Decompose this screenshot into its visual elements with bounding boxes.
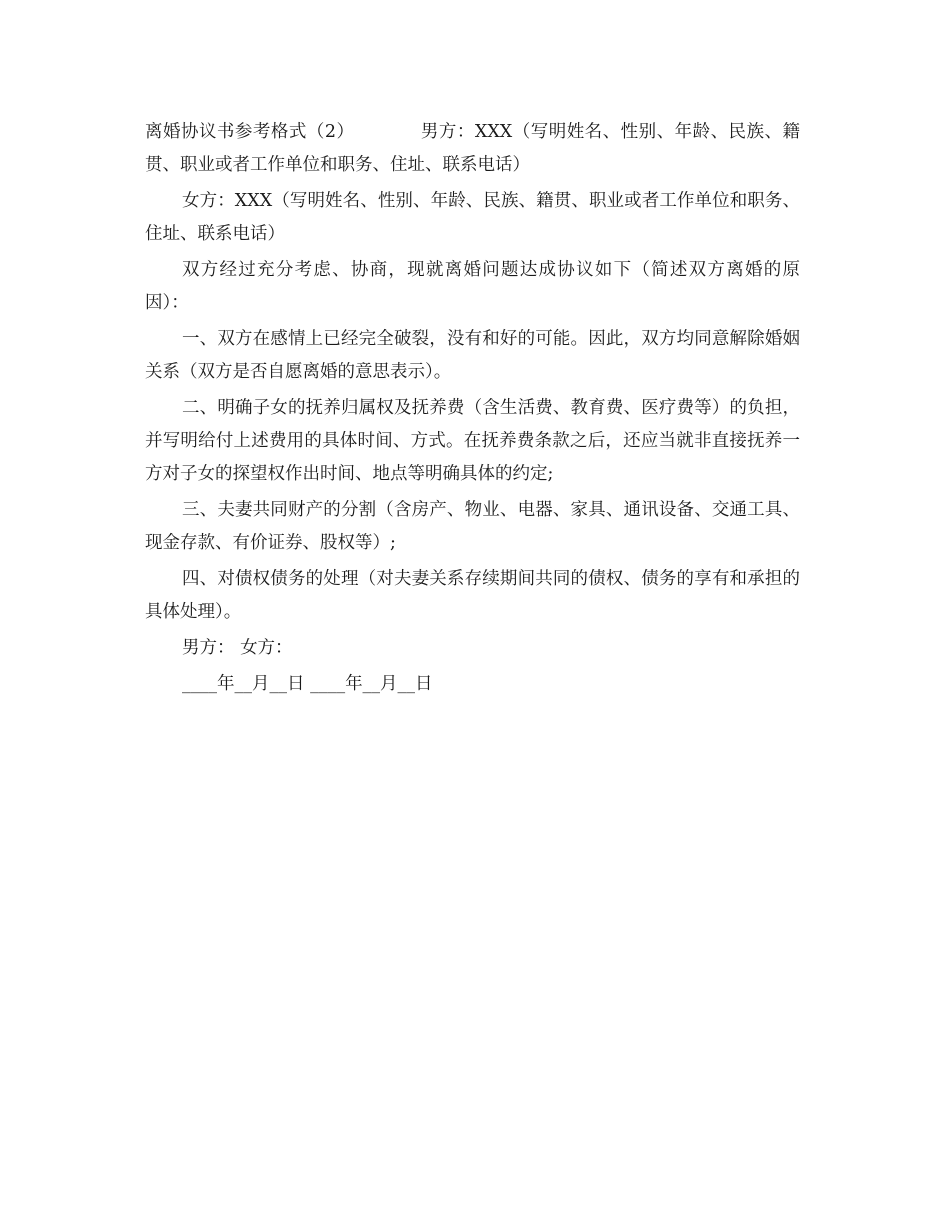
clause-1: 一、双方在感情上已经完全破裂，没有和好的可能。因此，双方均同意解除婚姻关系（双方是否自愿离婚的意思表示）。: [145, 329, 800, 382]
intro-paragraph: [145, 116, 800, 182]
agreement-preamble: 双方经过充分考虑、协商，现就离婚问题达成协议如下（简述双方离婚的原因）：: [145, 260, 800, 313]
wife-info: 女方：XXX（写明姓名、性别、年龄、民族、籍贯、职业或者工作单位和职务、住址、联系电话）: [145, 191, 800, 244]
husband-info: 男方：XXX（写明姓名、性别、年龄、民族、籍贯、职业或者工作单位和职务、住址、联系电话）: [145, 122, 801, 175]
clause-3: 三、夫妻共同财产的分割（含房产、物业、电器、家具、通讯设备、交通工具、现金存款、有价证券、股权等）;: [145, 500, 800, 553]
clause-2: 二、明确子女的抚养归属权及抚养费（含生活费、教育费、医疗费等）的负担，并写明给付上述费用的具体时间、方式。在抚养费条款之后，还应当就非直接抚养一方对子女的探望权作出时间、地点等明确具体的约定;: [145, 398, 800, 484]
signature-line: 男方： 女方：: [182, 638, 293, 658]
document-body: [145, 116, 800, 704]
clause-4: 四、对债权债务的处理（对夫妻关系存续期间共同的债权、债务的享有和承担的具体处理）。: [145, 569, 800, 622]
date-line: ____年__月__日 ____年__月__日: [182, 674, 433, 694]
document-title: 离婚协议书参考格式（2）: [145, 122, 355, 142]
